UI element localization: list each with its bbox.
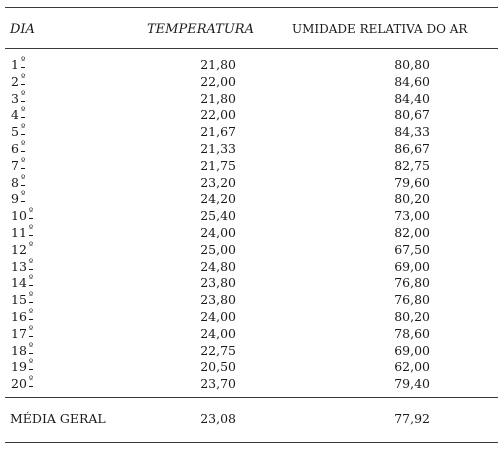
- ordinal-indicator: º: [20, 89, 26, 100]
- ordinal-indicator: º: [28, 341, 34, 352]
- temperature-cell: 25,40: [200, 208, 236, 224]
- humidity-cell: 67,50: [394, 241, 430, 257]
- humidity-cell: 76,80: [394, 292, 430, 308]
- footer-humidity: 77,92: [394, 411, 430, 426]
- ordinal-indicator: º: [20, 72, 26, 83]
- header-humidity: UMIDADE RELATIVA DO AR: [292, 22, 468, 36]
- ordinal-indicator: º: [20, 173, 26, 184]
- table-row: [0, 309, 501, 326]
- day-number: 1: [11, 57, 19, 72]
- humidity-cell: 62,00: [394, 359, 430, 375]
- table-row: [0, 242, 501, 259]
- temperature-cell: 21,33: [200, 140, 236, 156]
- humidity-cell: 84,40: [394, 90, 430, 106]
- temperature-cell: 23,20: [200, 174, 236, 190]
- day-number: 17: [11, 325, 27, 341]
- temperature-cell: 23,80: [200, 275, 236, 291]
- day-cell: [11, 259, 33, 276]
- footer-temperature: 23,08: [200, 411, 236, 426]
- ordinal-indicator: º: [28, 240, 34, 251]
- table-row: [0, 259, 501, 276]
- temperature-cell: 24,80: [200, 258, 236, 274]
- table-row: [0, 107, 501, 124]
- table-row: [0, 74, 501, 91]
- humidity-cell: 82,75: [394, 157, 430, 173]
- table-row: [0, 91, 501, 108]
- temperature-cell: 21,80: [200, 57, 236, 72]
- day-number: 7: [11, 157, 19, 173]
- ordinal-indicator: º: [28, 291, 34, 302]
- day-cell: [11, 107, 25, 124]
- ordinal-indicator: º: [28, 324, 34, 335]
- temperature-cell: 24,20: [200, 191, 236, 207]
- temperature-cell: 21,75: [200, 157, 236, 173]
- day-cell: [11, 343, 33, 360]
- ordinal-indicator: º: [28, 207, 34, 218]
- table-row: [0, 343, 501, 360]
- humidity-cell: 82,00: [394, 224, 430, 240]
- day-number: 2: [11, 73, 19, 89]
- day-number: 10: [11, 208, 27, 224]
- day-number: 11: [11, 224, 27, 240]
- day-number: 18: [11, 342, 27, 358]
- temperature-cell: 25,00: [200, 241, 236, 257]
- temperature-cell: 24,00: [200, 308, 236, 324]
- table-row: [0, 124, 501, 141]
- ordinal-indicator: º: [28, 307, 34, 318]
- day-cell: [11, 158, 25, 175]
- day-number: 13: [11, 258, 27, 274]
- day-cell: [11, 208, 33, 225]
- temperature-cell: 22,75: [200, 342, 236, 358]
- day-number: 19: [11, 359, 27, 375]
- temperature-cell: 21,80: [200, 90, 236, 106]
- ordinal-indicator: º: [20, 139, 26, 150]
- day-number: 8: [11, 174, 19, 190]
- day-number: 14: [11, 275, 27, 291]
- header-temperature: TEMPERATURA: [147, 22, 254, 37]
- temperature-cell: 21,67: [200, 124, 236, 140]
- table-row: [0, 225, 501, 242]
- day-cell: [11, 175, 25, 192]
- data-table-body: [0, 57, 501, 393]
- day-number: 20: [11, 376, 27, 392]
- temperature-cell: 20,50: [200, 359, 236, 375]
- ordinal-indicator: º: [20, 123, 26, 134]
- table-row: [0, 292, 501, 309]
- temperature-cell: 23,80: [200, 292, 236, 308]
- header-day: DIA: [10, 22, 35, 37]
- ordinal-indicator: º: [28, 223, 34, 234]
- ordinal-indicator: º: [28, 375, 34, 386]
- humidity-cell: 69,00: [394, 258, 430, 274]
- humidity-cell: 80,67: [394, 107, 430, 123]
- ordinal-indicator: º: [28, 257, 34, 268]
- humidity-cell: 73,00: [394, 208, 430, 224]
- body-rule: [5, 397, 498, 398]
- humidity-cell: 84,60: [394, 73, 430, 89]
- day-cell: [11, 74, 25, 91]
- table-row: [0, 359, 501, 376]
- humidity-cell: 80,20: [394, 191, 430, 207]
- ordinal-indicator: º: [20, 156, 26, 167]
- day-cell: [11, 275, 33, 292]
- humidity-cell: 86,67: [394, 140, 430, 156]
- day-number: 6: [11, 140, 19, 156]
- table-row: [0, 158, 501, 175]
- day-cell: [11, 91, 25, 108]
- day-cell: [11, 292, 33, 309]
- day-cell: [11, 376, 33, 393]
- day-number: 16: [11, 308, 27, 324]
- bottom-rule: [5, 442, 498, 443]
- top-rule: [5, 7, 498, 8]
- footer-row: [0, 410, 501, 427]
- day-number: 12: [11, 241, 27, 257]
- table-row: [0, 326, 501, 343]
- day-number: 3: [11, 90, 19, 106]
- humidity-cell: 69,00: [394, 342, 430, 358]
- day-cell: [11, 309, 33, 326]
- humidity-cell: 80,80: [394, 57, 430, 72]
- table-row: [0, 141, 501, 158]
- table-row: [0, 191, 501, 208]
- ordinal-indicator: º: [20, 190, 26, 201]
- ordinal-indicator: º: [20, 56, 26, 66]
- day-cell: [11, 57, 25, 74]
- temperature-cell: 22,00: [200, 73, 236, 89]
- table-row: [0, 57, 501, 74]
- table-row: [0, 275, 501, 292]
- day-cell: [11, 141, 25, 158]
- temperature-cell: 23,70: [200, 376, 236, 392]
- humidity-cell: 79,60: [394, 174, 430, 190]
- ordinal-indicator: º: [28, 358, 34, 369]
- table-row: [0, 175, 501, 192]
- day-number: 9: [11, 191, 19, 207]
- humidity-cell: 80,20: [394, 308, 430, 324]
- ordinal-indicator: º: [20, 106, 26, 117]
- day-cell: [11, 326, 33, 343]
- day-cell: [11, 124, 25, 141]
- footer-label: MÉDIA GERAL: [10, 411, 106, 426]
- day-number: 5: [11, 124, 19, 140]
- humidity-cell: 76,80: [394, 275, 430, 291]
- temperature-cell: 22,00: [200, 107, 236, 123]
- day-number: 15: [11, 292, 27, 308]
- table-row: [0, 376, 501, 393]
- day-cell: [11, 191, 25, 208]
- temperature-cell: 24,00: [200, 325, 236, 341]
- humidity-cell: 78,60: [394, 325, 430, 341]
- day-cell: [11, 225, 33, 242]
- day-cell: [11, 242, 33, 259]
- temperature-cell: 24,00: [200, 224, 236, 240]
- table-row: [0, 208, 501, 225]
- humidity-cell: 84,33: [394, 124, 430, 140]
- humidity-cell: 79,40: [394, 376, 430, 392]
- day-number: 4: [11, 107, 19, 123]
- day-cell: [11, 359, 33, 376]
- header-rule: [5, 48, 498, 49]
- ordinal-indicator: º: [28, 274, 34, 285]
